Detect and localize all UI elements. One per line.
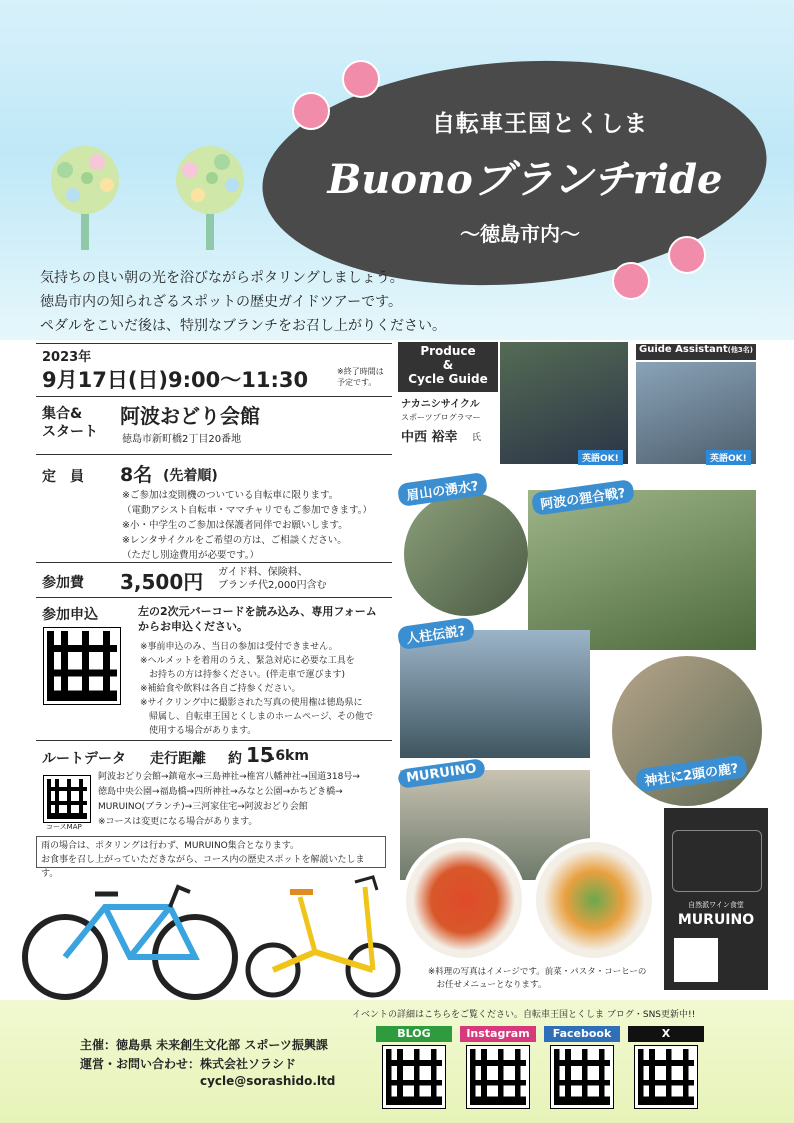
muruino-sign-small: 自然派ワイン食堂 xyxy=(688,901,744,909)
food-note-line: お任せメニューとなります。 xyxy=(428,980,547,990)
contact-email[interactable]: cycle@sorashido.ltd xyxy=(200,1074,336,1088)
spot-tag: 人柱伝説? xyxy=(397,617,475,650)
spot-photo-spring xyxy=(400,488,532,620)
divider xyxy=(36,740,392,741)
english-ok-badge: 英語OK! xyxy=(578,450,623,465)
route-approx: 約 xyxy=(228,751,242,767)
apply-lead-line: 左の2次元バーコードを読み込み、専用フォーム xyxy=(138,605,377,618)
divider xyxy=(36,597,392,598)
route-distance: 15 xyxy=(246,743,274,767)
note-line: ※ヘルメットを着用のうえ、緊急対応に必要な工具を xyxy=(140,656,355,666)
assistant-label-text: Guide Assistant xyxy=(639,344,728,355)
sns-instagram[interactable] xyxy=(460,1026,536,1106)
note-line: ※ご参加は変則機のついている自転車に限ります。 xyxy=(122,490,339,501)
sign-blank xyxy=(674,938,718,982)
spot-photo-shrine xyxy=(528,490,756,650)
produce-line: Produce xyxy=(420,344,476,358)
fee-label: 参加費 xyxy=(42,575,84,591)
route-lines xyxy=(98,770,393,830)
date-main: 9月17日(日)9:00〜11:30 xyxy=(42,368,309,392)
page-title: Buonoブランチride xyxy=(327,156,723,203)
apply-label: 参加申込 xyxy=(42,607,98,623)
note-line: ※事前申込のみ、当日の参加は受付できません。 xyxy=(140,642,338,652)
folding-bike-illustration xyxy=(245,872,405,1002)
fee-note-line: ガイド料、保険料、 xyxy=(218,567,308,578)
apply-qr-code[interactable] xyxy=(44,628,120,704)
apply-notes xyxy=(140,640,390,738)
date-note-line: ※終了時間は xyxy=(337,367,384,376)
note-line: ※サイクリング中に撮影された写真の使用権は徳島県に xyxy=(140,698,363,708)
heart-icon xyxy=(292,92,330,130)
rain-line: お食事を召し上がっていただきながら、コース内の歴史スポットを解説いたします。 xyxy=(41,855,365,879)
heart-icon xyxy=(612,262,650,300)
note-line: （ただし別途費用が必要です。） xyxy=(122,550,259,561)
capacity-value: 8名 xyxy=(120,464,153,486)
note-line: ※小・中学生のご参加は保護者同伴でお願いします。 xyxy=(122,520,348,531)
muruino-sign-name: MURUINO xyxy=(677,912,755,928)
sns-instagram-label: Instagram xyxy=(460,1026,536,1042)
produce-line: & xyxy=(442,358,454,372)
facebook-qr-code[interactable] xyxy=(551,1046,613,1108)
fee-note-line: ブランチ代2,000円含む xyxy=(218,580,327,591)
produce-label xyxy=(398,342,498,392)
rain-line: 雨の場合は、ポタリングは行わず、MURUINO集合となります。 xyxy=(41,841,300,851)
sns-blog-label: BLOG xyxy=(376,1026,452,1042)
guide-honorific: 氏 xyxy=(472,433,482,443)
sns-x-label: X xyxy=(628,1026,704,1042)
sns-x[interactable] xyxy=(628,1026,704,1106)
meeting-address: 徳島市新町橋2丁目20番地 xyxy=(122,434,242,445)
divider xyxy=(36,343,392,344)
route-line: MURUINO(ブランチ)→三河家住宅→阿波おどり会館 xyxy=(98,802,308,812)
produce-line: Cycle Guide xyxy=(408,372,488,386)
spot-tag: MURUINO xyxy=(397,758,486,789)
note-line: 帰属し、自転車王国とくしまのホームページ、その他で xyxy=(140,712,374,722)
route-distance-decimal: .6km xyxy=(270,748,309,764)
spot-photo-deer xyxy=(608,652,766,810)
x-qr-code[interactable] xyxy=(635,1046,697,1108)
pasta-photo xyxy=(402,838,526,962)
route-label: ルートデータ xyxy=(42,751,126,767)
spot-photo-bridge xyxy=(400,630,590,758)
route-distance-label: 走行距離 xyxy=(150,751,206,767)
meeting-label-line: スタート xyxy=(42,424,98,440)
intro-line: 徳島市内の知られざるスポットの歴史ガイドツアーです。 xyxy=(40,294,403,310)
assistant-photo xyxy=(636,362,756,464)
heart-icon xyxy=(668,236,706,274)
intro-line: ペダルをこいだ後は、特別なブランチをお召し上がりください。 xyxy=(40,318,446,334)
guide-role: スポーツプログラマー xyxy=(401,413,481,422)
date-note-line: 予定です。 xyxy=(337,378,377,387)
instagram-qr-code[interactable] xyxy=(467,1046,529,1108)
note-line: ※補給食や飲料は各自ご持参ください。 xyxy=(140,684,301,694)
guide-company: ナカニシサイクル xyxy=(401,399,480,410)
road-bike-illustration xyxy=(20,872,240,1002)
capacity-label: 定 員 xyxy=(42,469,84,485)
fee-value: 3,500円 xyxy=(120,570,204,594)
divider xyxy=(36,562,392,563)
note-line: （電動アシスト自転車・ママチャリでもご参加できます。） xyxy=(122,505,373,516)
food-note-line: ※料理の写真はイメージです。前菜・パスタ・コーヒーの xyxy=(428,967,647,977)
food-note xyxy=(428,966,668,992)
note-line: ※レンタサイクルをご希望の方は、ご相談ください。 xyxy=(122,535,347,546)
rain-notice xyxy=(36,836,386,879)
organizer: 主催：徳島県 未来創生文化部 スポーツ振興課 xyxy=(80,1038,328,1052)
course-map-caption: コースMAP xyxy=(46,823,82,831)
blog-qr-code[interactable] xyxy=(383,1046,445,1108)
divider xyxy=(36,396,392,397)
intro-text xyxy=(40,266,560,338)
assistant-label xyxy=(636,344,756,360)
date-year: 2023年 xyxy=(42,350,92,365)
guide-photo xyxy=(500,342,628,464)
assistant-label-note: (他3名) xyxy=(727,346,753,354)
tree-illustration xyxy=(160,140,260,250)
appetizer-photo xyxy=(532,838,656,962)
divider xyxy=(36,454,392,455)
route-line: 徳島中央公園→福島橋→四所神社→みなと公園→かちどき橋→ xyxy=(98,787,343,797)
guide-name: 中西 裕幸 xyxy=(401,430,458,445)
sns-facebook-label: Facebook xyxy=(544,1026,620,1042)
spot-tag: 阿波の狸合戦? xyxy=(531,479,635,516)
tree-illustration xyxy=(35,140,135,250)
apply-lead-line: からお申込ください。 xyxy=(138,620,248,633)
meeting-label xyxy=(42,405,98,441)
footer-lead: イベントの詳細はこちらをご覧ください。自転車王国とくしま ブログ・SNS更新中!! xyxy=(352,1010,696,1020)
intro-line: 気持ちの良い朝の光を浴びながらポタリングしましょう。 xyxy=(40,270,404,286)
note-line: 使用する場合があります。 xyxy=(140,726,257,736)
route-line: 阿波おどり会館→鎮竜水→三島神社→椎宮八幡神社→国道318号→ xyxy=(98,772,360,782)
meeting-place: 阿波おどり会館 xyxy=(120,404,260,428)
route-line: ※コースは変更になる場合があります。 xyxy=(98,817,258,827)
meeting-label-line: 集合& xyxy=(42,406,83,422)
note-line: お持ちの方は持参ください。(伴走車で運びます) xyxy=(140,670,346,680)
capacity-notes xyxy=(122,488,392,563)
sns-facebook[interactable] xyxy=(544,1026,620,1106)
spot-tag: 神社に2頭の鹿? xyxy=(635,754,748,792)
course-map-qr-code[interactable] xyxy=(44,776,90,822)
page-subtitle: 〜徳島市内〜 xyxy=(460,222,580,246)
wine-glass-icon xyxy=(672,830,762,892)
muruino-sign xyxy=(664,808,768,990)
page-kicker: 自転車王国とくしま xyxy=(432,111,648,137)
capacity-suffix: (先着順) xyxy=(163,468,218,484)
heart-icon xyxy=(342,60,380,98)
operator: 運営・お問い合わせ：株式会社ソラシド xyxy=(80,1057,297,1071)
spot-tag: 眉山の湧水? xyxy=(397,472,488,507)
fee-note xyxy=(218,566,327,592)
sns-blog[interactable] xyxy=(376,1026,452,1106)
apply-lead xyxy=(138,604,377,634)
date-note xyxy=(337,366,384,388)
english-ok-badge: 英語OK! xyxy=(706,450,751,465)
